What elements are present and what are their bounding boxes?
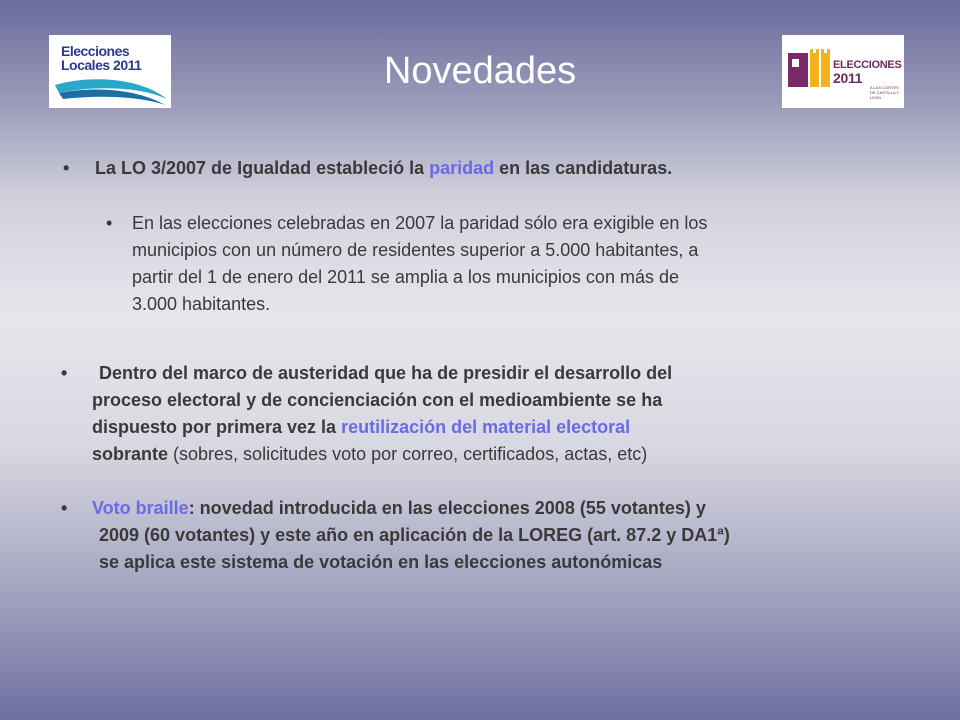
logo-left-line1: Elecciones [61,43,130,59]
bullet-austeridad [61,360,673,468]
austeridad-line-4-rest: (sobres, solicitudes voto por correo, certificados, actas, etc) [168,444,648,464]
sub-line-2: municipios con un número de residentes superior a 5.000 habitantes, a [132,240,699,260]
bullet-1-highlight: paridad [429,158,495,178]
austeridad-line-3 [92,414,672,441]
bullet-1-text: La LO 3/2007 de Igualdad estableció la [95,158,430,178]
austeridad-line-3-text: dispuesto por primera vez la [92,417,342,437]
slide-title: Novedades [383,50,577,92]
sub-bullet-paridad-detalle [106,210,708,318]
austeridad-line-4 [92,441,672,468]
austeridad-line-1 [92,360,672,387]
logo-right-small-text: A LAS CORTES DE CASTILLA Y LEÓN [870,85,899,100]
austeridad-line-1-text: Dentro del marco de austeridad que ha de presidir el desarrollo del [99,363,673,383]
austeridad-line-2: proceso electoral y de concienciación con el medioambiente se ha [92,390,663,410]
bullet-dot: • [63,158,70,178]
bullet-dot: • [61,498,68,518]
austeridad-highlight: reutilización del material electoral [341,417,631,437]
bullet-dot: • [61,363,68,383]
braille-line-3: se aplica este sistema de votación en las elecciones autonómicas [99,552,663,572]
austeridad-line-4-bold: sobrante [92,444,169,464]
braille-highlight: Voto braille [92,498,189,518]
logo-right-line2: 2011 [833,70,863,86]
braille-line-2: 2009 (60 votantes) y este año en aplicación de la LOREG (art. 87.2 y DA1ª) [99,525,730,545]
bullet-dot: • [106,213,113,233]
bullet-1-post: en las candidaturas. [494,158,673,178]
sub-line-3: partir del 1 de enero del 2011 se amplia a los municipios con más de [132,267,679,287]
sub-line-1: En las elecciones celebradas en 2007 la paridad sólo era exigible en los [132,213,708,233]
bullet-paridad [63,155,673,182]
bullet-voto-braille [61,495,730,576]
sub-line-4: 3.000 habitantes. [132,294,271,314]
logo-left-line2: Locales 2011 [61,57,142,73]
logo-right-line1: ELECCIONES [833,59,902,71]
braille-line-1 [92,495,730,522]
braille-line-1-rest: : novedad introducida en las elecciones 2008 (55 votantes) y [188,498,706,518]
